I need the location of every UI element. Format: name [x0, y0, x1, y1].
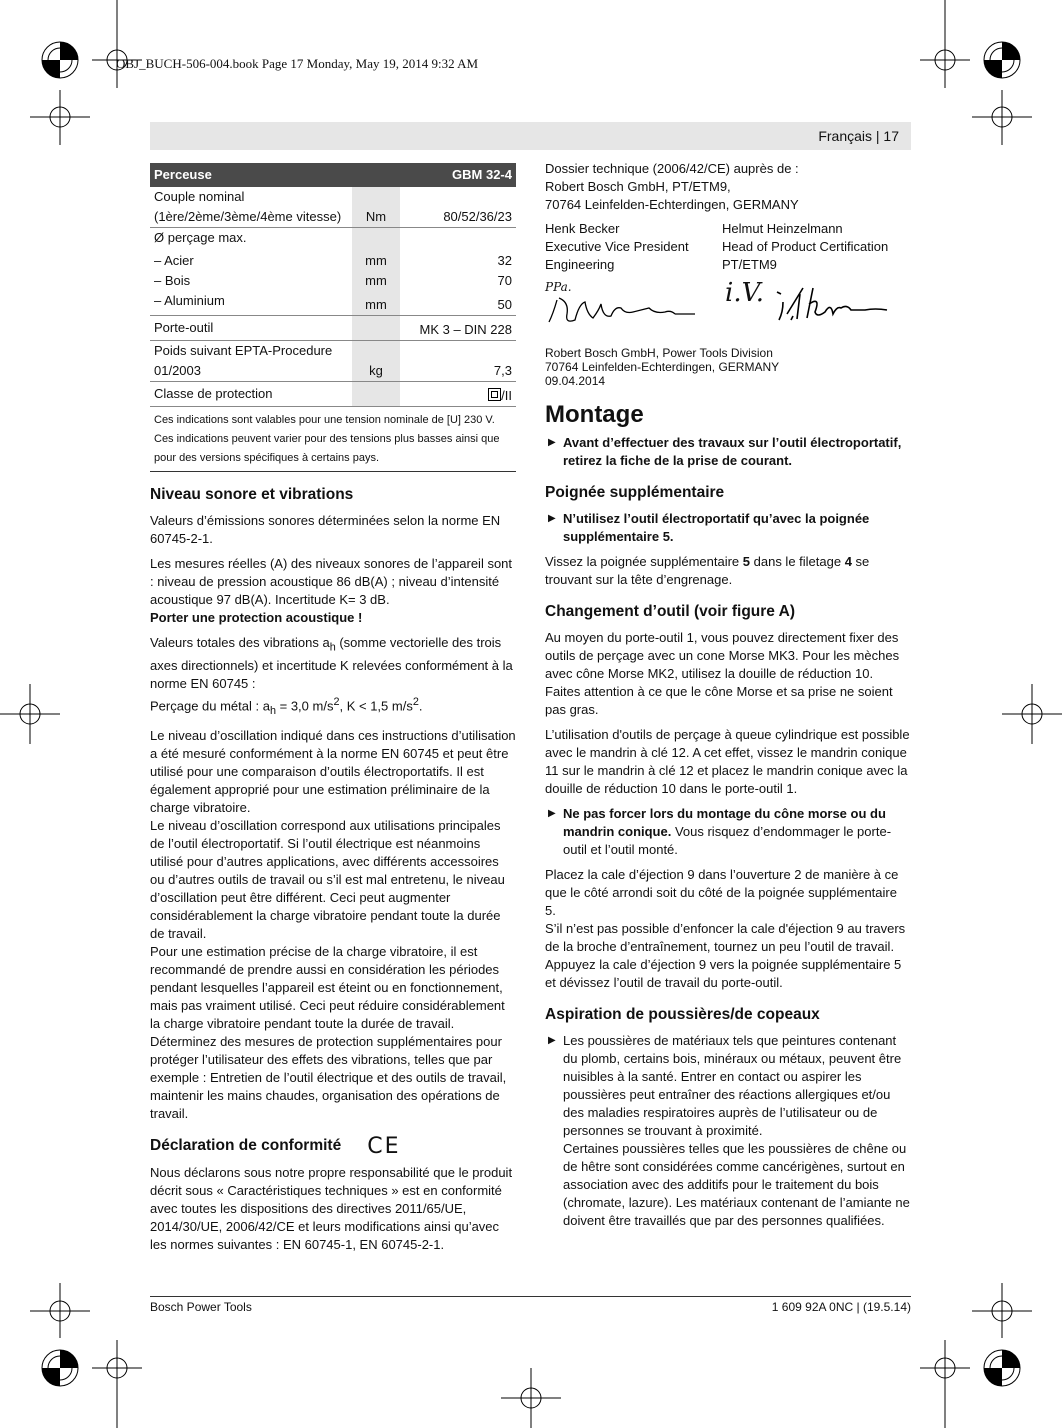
dossier-3: 70764 Leinfelden-Echterdingen, GERMANY — [545, 197, 799, 212]
change-p2: L’utilisation d'outils de perçage à queue cylindrique est possible avec le mandrin à clé 12. A cet effet, vissez le mandrin conique 11 sur le mandrin à clé 12 et placez le mandrin conique avec la douille de réduction 10 dans le porte-outil 1. — [545, 727, 910, 796]
sig2-title1: Head of Product Certification — [722, 239, 889, 254]
p3-sup: 2 — [333, 695, 340, 708]
heading-handle: Poignée supplémentaire — [545, 484, 725, 501]
bullet-dust — [545, 1032, 911, 1230]
sig1-name: Henk Becker — [545, 221, 620, 236]
poignee-n1: 5 — [742, 554, 751, 569]
poignee-n2: 4 — [844, 554, 852, 569]
poignee-c: se trouvant sur la tête d’engrenage. — [545, 554, 870, 587]
holder-value: MK 3 – DIN 228 — [400, 316, 516, 341]
drill-label: Ø perçage max. — [150, 228, 352, 252]
dossier-2: Robert Bosch GmbH, PT/ETM9, — [545, 179, 731, 194]
alu-label: – Aluminium — [154, 293, 225, 308]
vibration-p4: Le niveau d’oscillation indiqué dans ces instructions d’utilisation a été mesuré conformément à la norme EN 60745 et peut être utilisé pour une comparaison d’outils électroportatifs. Il est également approprié pour une estimation préliminaire de la charge vibratoire. — [150, 727, 516, 815]
weight-label: Poids suivant EPTA-Procedure — [150, 341, 352, 362]
b3-rest: Vous risquez d’endommager le porte-outil et l’outil monté. — [563, 824, 892, 857]
sig2-title2: PT/ETM9 — [722, 257, 777, 272]
handle-text — [545, 553, 911, 589]
file-info: OBJ_BUCH-506-004.book Page 17 Monday, May 19, 2014 9:32 AM — [116, 56, 479, 71]
left-column — [150, 163, 516, 1261]
signatory-1 — [545, 220, 722, 274]
heading-dust: Aspiration de poussières/de copeaux — [545, 1006, 820, 1023]
p3e: , K < 1,5 m/s — [339, 697, 413, 713]
change-p4: S’il n’est pas possible d’enfoncer la cale d'éjection 9 au travers de la broche d’entraînement, tournez un peu l’outil de travail. — [545, 921, 906, 954]
steel-value: 32 — [497, 253, 512, 268]
weight-label-2: 01/2003 — [154, 363, 201, 378]
poignee-a: Vissez la poignée supplémentaire — [545, 554, 743, 569]
alu-unit: mm — [352, 291, 400, 316]
p3a: Valeurs totales des vibrations a — [150, 635, 330, 650]
b4-text: ▶ Les poussières de matériaux tels que peintures contenant du plomb, certains bois, minéraux ou métaux, peuvent être nuisibles à la santé. Entrer en contact ou aspirer les poussières peut entraîner des réactions allergiques et/ou des maladies respiratoires auprès de l’utilisateur ou de personnes se trouvant à proximité. — [563, 1033, 902, 1138]
noise-p2: Les mesures réelles (A) des niveaux sonores de l’appareil sont : niveau de pression acoustique 86 dB(A) ; niveau d’intensité acoustique 97 dB(A). Incertitude K= 3 dB. — [150, 556, 513, 607]
alu-value: 50 — [497, 297, 512, 312]
poignee-b: dans le filetage — [750, 554, 845, 569]
weight-unit: kg — [352, 361, 400, 382]
dossier-1: Dossier technique (2006/42/CE) auprès de : — [545, 161, 799, 176]
signatories — [545, 220, 911, 274]
change-p3: Placez la cale d’éjection 9 dans l’ouverture 2 de manière à ce que le côté arrondi soit du côté de la poignée supplémentaire 5. — [545, 867, 899, 918]
weight-value: 7,3 — [493, 363, 512, 378]
signatory-2 — [722, 220, 888, 274]
vibration-p5: Le niveau d’oscillation correspond aux utilisations principales de l’outil électroportatif. Si l’outil électrique est néanmoins utilisé pour d’autres applications, avec différents accessoires ou d’autres outils de travail ou s’il est mal entretenu, le niveau d’oscillation peut être différent. Ceci peut augmenter considérablement la charge vibratoire pendant toute la durée de travail. — [150, 817, 505, 941]
p3-sub-2: h — [269, 704, 276, 717]
change-p5: Appuyez la cale d’éjection 9 vers la poignée supplémentaire 5 et dévissez l’outil de travail du porte-outil. — [545, 957, 902, 990]
p3-sup-2: 2 — [412, 695, 419, 708]
steel-label: – Acier — [154, 253, 194, 268]
ce-mark: CE — [367, 1133, 401, 1159]
bullet-force — [545, 805, 911, 859]
class-value: /II — [501, 388, 512, 403]
spec-title: Perceuse — [150, 163, 400, 187]
vibration-p6: Pour une estimation précise de la charge vibratoire, il est recommandé de prendre aussi en considération les périodes pendant lesquelles l’appareil est éteint ou en fonctionnement, mais pas vraiment utilisé. Ceci peut réduire considérablement la charge vibratoire pendant toute la durée de travail. — [150, 943, 505, 1031]
class-label: Classe de protection — [150, 382, 352, 407]
bullet-unplug — [545, 434, 911, 470]
vibration-p3 — [150, 634, 516, 693]
addr-3: 09.04.2014 — [545, 374, 606, 388]
b3-bold: Ne pas forcer lors du montage du cône morse ou du mandrin conique. — [563, 806, 886, 839]
heading-tool-change: Changement d’outil (voir figure A) — [545, 603, 796, 620]
wood-label: – Bois — [154, 273, 191, 288]
vibration-p7: Déterminez des mesures de protection supplémentaires pour protéger l’utilisateur des effets des vibrations, telles que par exemple : Entretien de l’outil électrique et des outils de travail, maintenir les mains chaudes, organisation des opérations de travail. — [150, 1033, 507, 1121]
conformity-title: Déclaration de conformité — [150, 1136, 342, 1154]
vibration-p3-values — [150, 693, 516, 720]
torque-label: Couple nominal — [154, 189, 245, 204]
addr-1: Robert Bosch GmbH, Power Tools Division — [545, 346, 773, 360]
torque-label-2: (1ère/2ème/3ème/4ème vitesse) — [154, 209, 342, 224]
right-column — [545, 160, 911, 1237]
spec-note-3: pour des versions spécifiques à certains pays. — [154, 452, 380, 464]
class-value-cell — [400, 382, 516, 407]
signature-ppa: PPa. — [545, 280, 572, 294]
spec-note-1: Ces indications sont valables pour une tension nominale de [U] 230 V. — [154, 414, 495, 426]
torque-unit: Nm — [352, 207, 400, 228]
steel-unit: mm — [352, 251, 400, 271]
heading-montage: Montage — [545, 401, 644, 428]
p3d: = 3,0 m/s — [276, 697, 334, 713]
spec-model: GBM 32-4 — [400, 163, 516, 187]
running-head-bar — [150, 122, 911, 150]
b2-text: N’utilisez l’outil électroportatif qu’avec la poignée supplémentaire 5. — [563, 511, 870, 544]
p3f: . — [418, 697, 423, 713]
company-address — [545, 346, 911, 388]
wood-unit: mm — [352, 271, 400, 291]
footer-left: Bosch Power Tools — [150, 1300, 252, 1314]
spec-note-2: Ces indications peuvent varier pour des tensions plus basses ainsi que — [154, 433, 500, 445]
change-p1: Au moyen du porte-outil 1, vous pouvez directement fixer des outils de perçage avec un cone Morse MK3. Pour les mèches avec cône Morse MK2, utilisez la douille de réduction 10. Faites attention à ce que le cône Morse et sa prise ne soient pas gras. — [545, 630, 900, 717]
spec-table — [150, 163, 516, 469]
wood-value: 70 — [497, 273, 512, 288]
sig1-title1: Executive Vice President — [545, 239, 689, 254]
footer-rule — [150, 1296, 911, 1297]
signatures — [545, 274, 911, 346]
p3b: (somme vectorielle des trois axes directionnels) et incertitude K relevées conformément à la norme EN 60745 : — [150, 635, 513, 691]
sig1-title2: Engineering — [545, 257, 615, 272]
conformity-text: Nous déclarons sous notre propre responsabilité que le produit décrit sous « Caractéristiques techniques » est en conformité avec toutes les dispositions des directives 2011/65/UE, 2014/30/UE, 2006/42/CE et leurs modifications ainsi qu’avec les normes suivantes : EN 60745-1, EN 60745-2-1. — [150, 1164, 513, 1252]
signature-iv: i.V. — [725, 278, 765, 308]
noise-p1: Valeurs d’émissions sonores déterminées selon la norme EN 60745-2-1. — [150, 513, 501, 546]
p3c: Perçage du métal : a — [150, 697, 270, 713]
addr-2: 70764 Leinfelden-Echterdingen, GERMANY — [545, 360, 780, 374]
bullet-handle — [545, 510, 911, 546]
double-insulation-icon — [488, 388, 501, 401]
heading-conformity — [150, 1133, 516, 1159]
b1-text: Avant d’effectuer des travaux sur l’outil électroportatif, retirez la fiche de la prise de courant. — [563, 435, 902, 468]
noise-warning: Porter une protection acoustique ! — [150, 610, 363, 625]
p3-sub: h — [329, 641, 336, 654]
b4b-text: Certaines poussières telles que les poussières de chêne ou de hêtre sont considérées comme cancérigènes, surtout en association avec des additifs pour le traitement du bois (chromate, lazure). Les matériaux contenant de l’amiante ne doivent être travaillés que par des personnes qualifiées. — [563, 1141, 910, 1228]
footer-right: 1 609 92A 0NC | (19.5.14) — [771, 1300, 911, 1314]
holder-label: Porte-outil — [150, 316, 352, 341]
running-head: Français | 17 — [818, 128, 899, 144]
torque-value: 80/52/36/23 — [443, 209, 512, 224]
sig2-name: Helmut Heinzelmann — [722, 221, 843, 236]
heading-noise: Niveau sonore et vibrations — [150, 486, 354, 503]
